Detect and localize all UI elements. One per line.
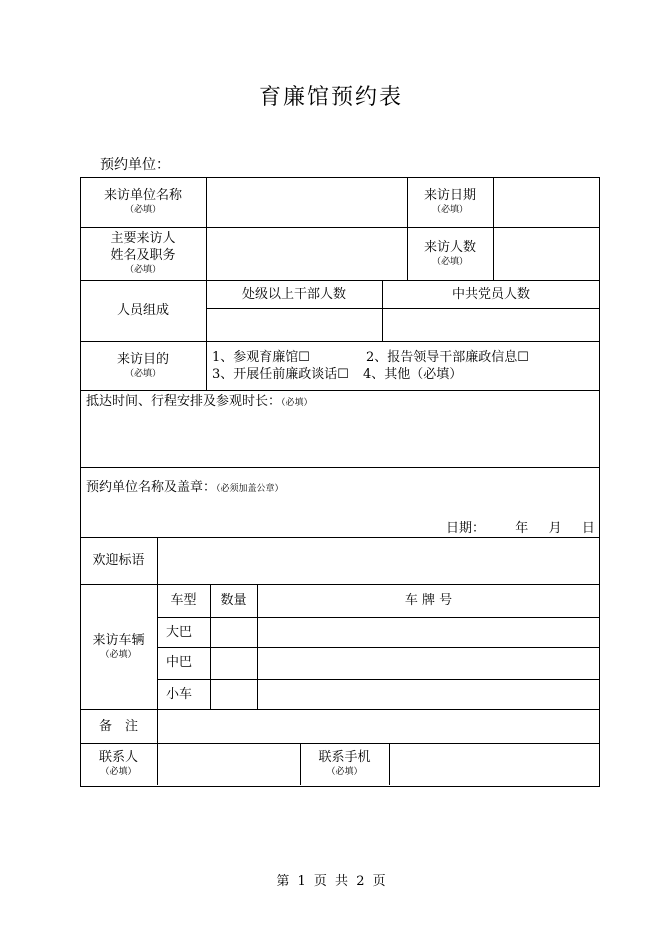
required-note: （必填） — [431, 256, 468, 267]
contact-phone-label — [300, 743, 389, 785]
main-visitor-text-1: 主要来访人 — [110, 231, 176, 246]
required-note: （必填） — [100, 767, 137, 777]
welcome-field[interactable] — [158, 538, 598, 583]
date-month: 月 — [548, 521, 562, 536]
required-note: （必填） — [124, 205, 161, 215]
row-divider — [80, 467, 600, 468]
contact-phone-field[interactable] — [390, 744, 598, 784]
purpose-option-4[interactable]: 4、其他（必填） — [363, 367, 463, 382]
date-day: 日 — [581, 521, 595, 536]
booking-unit-label: 预约单位： — [100, 157, 170, 173]
date-line — [446, 520, 595, 537]
arrival-label — [86, 393, 313, 412]
arrival-text: 抵达时间、行程安排及参观时长： — [86, 394, 282, 409]
visit-unit-name-text: 来访单位名称 — [103, 188, 182, 203]
required-note: （必填） — [431, 205, 468, 215]
visitor-count-label — [407, 227, 493, 280]
seal-note: （必须加盖公章） — [216, 484, 284, 494]
contact-label — [80, 743, 157, 785]
visitor-count-field[interactable] — [494, 228, 598, 279]
visit-date-text: 来访日期 — [423, 188, 476, 203]
vehicle-label — [80, 584, 157, 709]
remarks-field[interactable] — [158, 710, 598, 742]
visit-unit-name-label — [80, 177, 206, 227]
contact-text: 联系人 — [98, 750, 138, 765]
contact-phone-text: 联系手机 — [318, 750, 371, 765]
booking-form-table — [80, 177, 600, 787]
car-type-header: 车型 — [170, 593, 197, 608]
required-note: （必填） — [281, 398, 313, 408]
required-note: （必填） — [326, 767, 363, 777]
required-note: （必填） — [124, 265, 161, 275]
main-visitor-field[interactable] — [207, 228, 406, 279]
contact-field[interactable] — [158, 744, 299, 784]
date-label: 日期： — [446, 521, 486, 536]
party-count-label: 中共党员人数 — [451, 286, 530, 302]
purpose-option-2[interactable]: 2、报告领导干部廉政信息☐ — [366, 350, 529, 365]
required-note: （必填） — [124, 368, 161, 379]
purpose-option-3[interactable]: 3、开展任前廉政谈话☐ — [212, 367, 349, 382]
vehicle-text: 来访车辆 — [92, 632, 145, 648]
col-divider — [206, 341, 207, 390]
visit-date-field[interactable] — [494, 178, 598, 226]
seal-label — [86, 479, 284, 498]
page-title: 育廉馆预约表 — [258, 85, 403, 110]
row-divider — [80, 390, 600, 391]
seal-text: 预约单位名称及盖章： — [86, 480, 217, 495]
main-visitor-text-2: 姓名及职务 — [110, 248, 176, 263]
bus-medium-label: 中巴 — [166, 655, 193, 670]
visit-date-label — [407, 177, 493, 227]
page-footer: 第 1 页 共 2 页 — [276, 874, 386, 889]
row-divider — [157, 617, 600, 618]
remarks-label: 备 注 — [98, 718, 138, 734]
welcome-label: 欢迎标语 — [92, 553, 145, 568]
plate-header: 车 牌 号 — [404, 593, 453, 608]
visit-unit-name-field[interactable] — [207, 178, 406, 226]
visitor-count-text: 来访人数 — [423, 239, 476, 255]
required-note: （必填） — [100, 649, 137, 660]
party-count-field[interactable] — [383, 309, 598, 340]
composition-label: 人员组成 — [116, 303, 169, 318]
purpose-label — [80, 341, 206, 390]
bus-large-label: 大巴 — [166, 625, 193, 640]
date-year: 年 — [515, 521, 529, 536]
row-divider — [157, 679, 600, 680]
purpose-option-1[interactable]: 1、参观育廉馆☐ — [212, 350, 310, 365]
car-small-label: 小车 — [166, 687, 193, 702]
purpose-text: 来访目的 — [116, 351, 169, 367]
main-visitor-label — [80, 227, 206, 280]
row-divider — [157, 647, 600, 648]
cadre-count-label: 处级以上干部人数 — [241, 286, 346, 302]
quantity-header: 数量 — [220, 593, 247, 608]
cadre-count-field[interactable] — [207, 309, 381, 340]
